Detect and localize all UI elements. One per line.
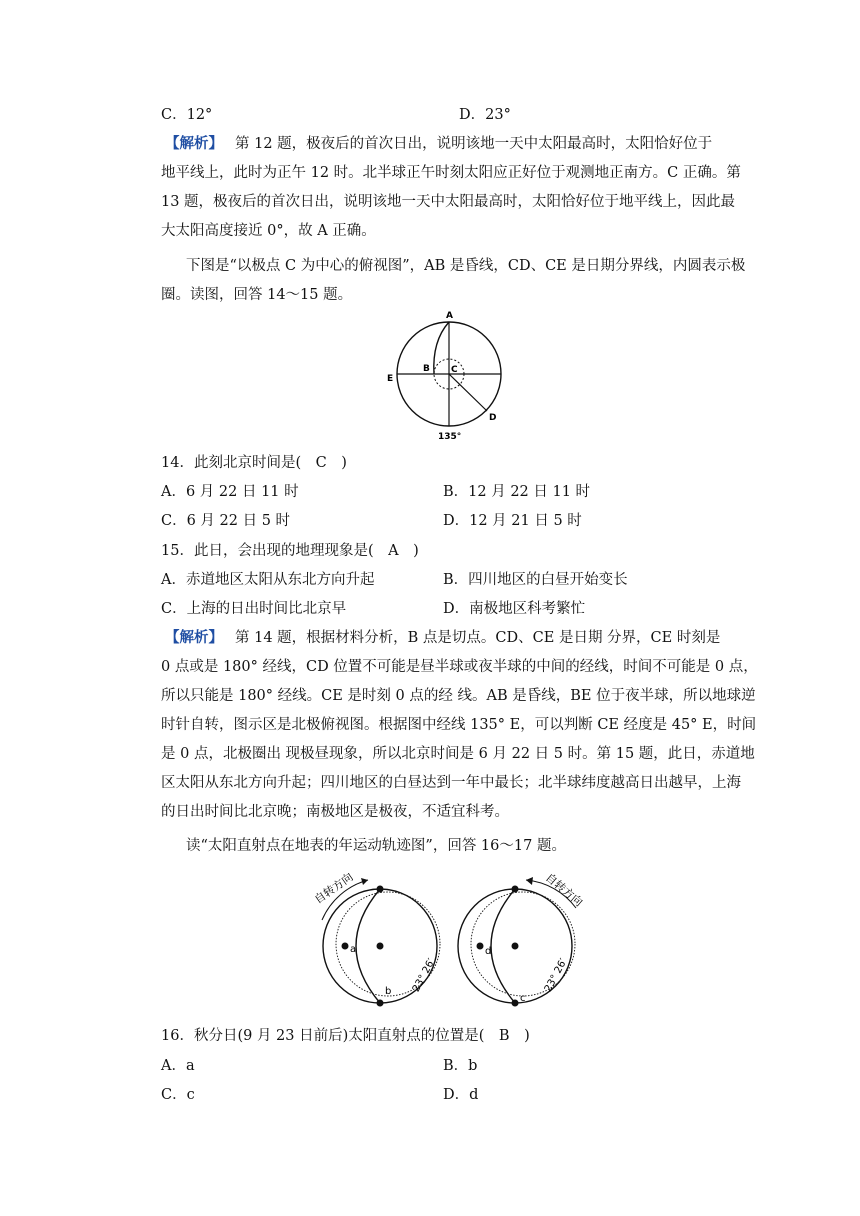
q15-option-d: D．南极地区科考繁忙	[443, 601, 586, 617]
q15-option-a: A．赤道地区太阳从东北方向升起	[161, 572, 375, 588]
q16-option-c: C．c	[161, 1087, 195, 1103]
q15-option-b: B．四川地区的白昼开始变长	[443, 572, 628, 588]
analysis-paragraph-1: 【解析】 第 12 题，极夜后的首次日出，说明该地一天中太阳最高时，太阳恰好位于	[165, 135, 713, 152]
intro-paragraph: 下图是“以极点 C 为中心的俯视图”，AB 是昏线，CD、CE 是日期分界线，内圆表示极	[186, 258, 746, 274]
point-c: c	[520, 993, 526, 1004]
solar-path-figure	[300, 860, 590, 1020]
label-c: C	[451, 365, 458, 375]
intro-paragraph-2: 读“太阳直射点在地表的年运动轨迹图”，回答 16～17 题。	[186, 838, 566, 854]
q14-option-b: B．12 月 22 日 11 时	[443, 484, 591, 500]
rotation-label-left: 自转方向	[312, 870, 356, 907]
rotation-label-right: 自转方向	[542, 870, 586, 910]
analysis-line: 13 题，极夜后的首次日出，说明该地一天中太阳最高时，太阳恰好位于地平线上，因此最	[161, 194, 736, 210]
analysis-tag: 【解析】	[165, 135, 223, 152]
label-e: E	[387, 374, 394, 384]
angle-right: 23° 26′	[542, 957, 570, 994]
label-a: A	[446, 311, 453, 321]
analysis-line: 所以只能是 180° 经线。CE 是时刻 0 点的经 线。AB 是昏线，BE 位于夜半球，所以地球逆	[161, 688, 756, 704]
q14-option-d: D．12 月 21 日 5 时	[443, 513, 582, 529]
question-15: 15．此日，会出现的地理现象是( A )	[161, 543, 419, 559]
q16-option-d: D．d	[443, 1087, 479, 1103]
q14-option-c: C．6 月 22 日 5 时	[161, 513, 291, 529]
label-d: D	[489, 413, 497, 423]
analysis-line: 时针自转，图示区是北极俯视图。根据图中经线 135° E，可以判断 CE 经度是 45° E，时间	[161, 717, 757, 733]
analysis-line: 区太阳从东北方向升起；四川地区的白昼达到一年中最长；北半球纬度越高日出越早，上海	[161, 775, 741, 791]
analysis-line: 0 点或是 180° 经线，CD 位置不可能是昼半球或夜半球的中间的经线，时间不可能是 0 点，	[161, 659, 758, 675]
analysis-line: 地平线上，此时为正午 12 时。北半球正午时刻太阳应正好位于观测地正南方。C 正确。第	[161, 165, 741, 181]
intro-paragraph-cont: 圈。读图，回答 14～15 题。	[161, 287, 353, 303]
label-135: 135°	[438, 432, 462, 442]
q16-option-a: A．a	[161, 1058, 195, 1074]
analysis-tag: 【解析】	[165, 629, 223, 646]
analysis-paragraph-2: 【解析】 第 14 题，根据材料分析，B 点是切点。CD、CE 是日期 分界，CE 时刻是	[165, 629, 721, 646]
question-16: 16．秋分日(9 月 23 日前后)太阳直射点的位置是( B )	[161, 1028, 530, 1044]
q15-option-c: C．上海的日出时间比北京早	[161, 601, 347, 617]
label-b: B	[423, 364, 430, 374]
polar-view-figure	[380, 306, 520, 446]
angle-left: 23° 26′	[410, 957, 438, 994]
analysis-line: 是 0 点，北极圈出 现极昼现象，所以北京时间是 6 月 22 日 5 时。第 15 题，此日，赤道地	[161, 746, 755, 762]
q14-option-a: A．6 月 22 日 11 时	[161, 484, 299, 500]
point-a: a	[350, 944, 357, 955]
point-b: b	[385, 986, 392, 997]
right-diagram	[458, 870, 586, 1006]
q16-option-b: B．b	[443, 1058, 478, 1074]
option-d: D．23°	[459, 107, 511, 123]
analysis-line: 大太阳高度接近 0°，故 A 正确。	[161, 223, 376, 239]
point-d: d	[485, 946, 492, 957]
option-c: C．12°	[161, 107, 213, 123]
analysis-line: 的日出时间比北京晚；南极地区是极夜，不适宜科考。	[161, 804, 509, 820]
left-diagram	[311, 870, 440, 1007]
question-14: 14．此刻北京时间是( C )	[161, 455, 347, 471]
